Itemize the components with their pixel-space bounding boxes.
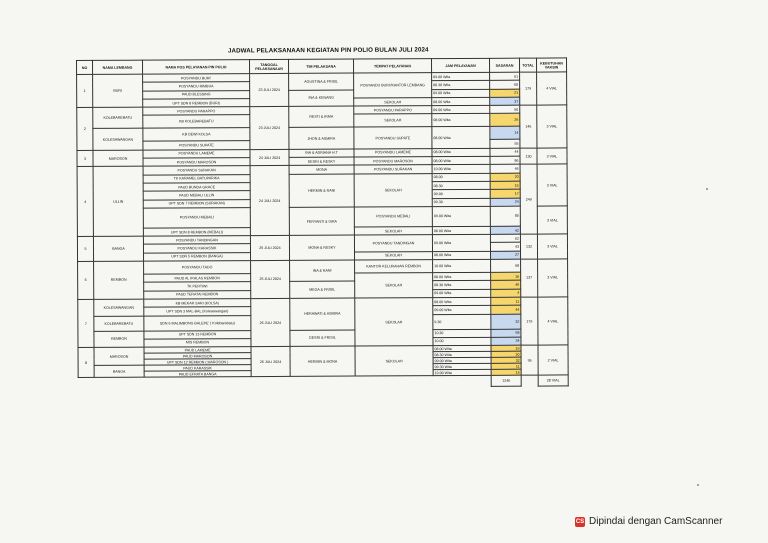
header-tanggal: TANGGAL PELAKSANAAN <box>250 59 289 73</box>
header-jam: JAM PELAYANAN <box>431 58 489 72</box>
cell-lembang: KOLESAWANGAN <box>93 129 143 151</box>
cell-jam: 08.00 Wita <box>432 156 490 165</box>
cell-pos: UPT SDN 3 MAL-BAL (Kolesawangan) <box>144 307 251 316</box>
cell-sasaran: 16 <box>491 272 521 280</box>
cell-sasaran: 27 <box>491 251 521 259</box>
cell-tempat: SEKOLAH <box>355 346 433 376</box>
cell-pos: PAUD BLESSING <box>143 90 250 99</box>
cell-tempat: POSYANDU PARAPPO <box>354 106 432 115</box>
cell-jam: 10.00 <box>433 337 491 346</box>
cell-tim: FERYANTI & ISRA <box>289 207 354 236</box>
cell-total: 249 <box>520 164 537 234</box>
cell-sasaran: 32 <box>491 314 521 329</box>
cell-no: 8 <box>78 348 94 378</box>
cell-tempat: SEKOLAH <box>354 226 432 235</box>
cell-sasaran: 14 <box>490 127 520 140</box>
cell-jam: 08.30 Wita <box>433 351 491 357</box>
cell-jam: 08.00 Wita <box>433 251 491 260</box>
cell-pos: TK PERTIWI <box>144 282 251 291</box>
cell-tempat: POSYANDU MEBALI <box>354 206 432 226</box>
cell-jam: 10.30 <box>433 329 491 338</box>
cell-tim: DESRI & FRISIL <box>290 330 355 347</box>
cell-sasaran: 34 <box>491 337 521 345</box>
cell-pos: POSYANDU SUPATE <box>143 141 250 150</box>
cell-pos: MIS REMBON <box>144 338 251 347</box>
cell-tim: MONA <box>289 165 354 174</box>
cell-tim: HERAWATI & ASMIRA <box>290 298 355 330</box>
document-title: JADWAL PELAKSANAAN KEGIATAN PIN POLIO BULAN JULI 2024 <box>227 46 429 55</box>
cell-sasaran: 11 <box>491 363 521 369</box>
cell-pos: UPT SDN 8 REMBON (MEBALI) <box>143 227 250 236</box>
cell-jam: 09.00 Wita <box>433 357 491 363</box>
cell-jam: 10.00 Wita <box>432 165 490 174</box>
table-row <box>77 206 567 229</box>
scan-speck <box>697 484 699 486</box>
cell-tempat: POSYANDU LAMEME <box>354 148 432 157</box>
cell-sasaran: 17 <box>490 189 520 197</box>
header-vaksin: KEBUTUHAN VAKSIN <box>536 58 566 72</box>
cell-jam: 08.30 Wita <box>432 81 490 90</box>
cell-vaksin: 4 VIAL <box>537 72 567 105</box>
grand-vaksin: 28 VIAL <box>538 375 568 386</box>
cell-lembang: KOLEBAREBATU <box>93 107 143 129</box>
cell-no: 5 <box>77 237 93 262</box>
cell-tanggal: 26 JULI 2024 <box>251 347 290 377</box>
cell-total: 179 <box>520 72 537 105</box>
cell-pos: PAUD MAROSON <box>144 353 251 360</box>
camscanner-watermark: Dipindai dengan CamScanner <box>589 516 723 527</box>
cell-pos: PAUD MEBALI ULLIN <box>143 191 250 200</box>
cell-jam: 09.00 Wita <box>433 289 491 298</box>
cell-sasaran: 24 <box>490 198 520 206</box>
camscanner-logo-icon: CS <box>575 519 585 525</box>
cell-tim: JHON & ASMIRA <box>289 128 354 150</box>
cell-pos: POSYANDU TANDINGAN <box>143 236 250 245</box>
scan-speck <box>706 188 708 190</box>
cell-tempat: SEKOLAH <box>354 114 432 127</box>
cell-vaksin: 3 VIAL <box>537 164 567 206</box>
cell-vaksin: 2 VIAL <box>538 345 568 375</box>
cell-pos: UPT SDN 7 REMBON (SURAKAN) <box>143 199 250 208</box>
cell-vaksin: 3 VIAL <box>537 105 567 148</box>
cell-jam: 08.00 Wita <box>433 345 491 351</box>
cell-jam: 08.00 Wita <box>432 127 490 149</box>
cell-lembang: MAROSON <box>93 150 143 167</box>
cell-jam: 10.00 Wita <box>433 369 491 375</box>
cell-tempat: SEKOLAH <box>355 273 433 298</box>
cell-sasaran: 20 <box>490 173 520 181</box>
cell-tempat: POSYANDU MAROSON <box>354 157 432 166</box>
cell-pos: POSYANDU TADO <box>144 261 251 275</box>
cell-tim: MEGA & FRISIL <box>290 281 355 298</box>
cell-sasaran: 37 <box>490 97 520 105</box>
cell-pos: UPT SDN 5 REMBON (BANGA) <box>144 252 251 261</box>
cell-sasaran: 15 <box>490 181 520 189</box>
cell-tim: DESRI & RESKY <box>289 157 354 166</box>
cell-sasaran: 14 <box>491 369 521 375</box>
cell-sasaran: 20 <box>491 351 521 357</box>
cell-lembang: MAROSON <box>94 347 144 365</box>
cell-sasaran: 86 <box>490 156 520 164</box>
cell-lembang: BURI <box>93 74 143 107</box>
cell-jam: 08.30 Wita <box>433 281 491 290</box>
cell-tanggal: 26 JULI 2024 <box>251 298 290 346</box>
cell-pos: PAUD TERATAI REMBON <box>144 290 251 299</box>
cell-pos: POSYANDU SURAKAN <box>143 166 250 175</box>
cell-sasaran: 68 <box>491 259 521 272</box>
cell-jam: 09.00 Wita <box>432 234 490 251</box>
cell-jam: 08.00 Wita <box>432 148 490 157</box>
cell-pos: POSYANDU PARAPPO <box>143 107 250 116</box>
cell-jam: 09.00 Wita <box>432 72 490 81</box>
cell-jam: 09.00 Wita <box>432 206 490 226</box>
cell-sasaran: 60 <box>490 80 520 88</box>
cell-lembang: KOLESAWANGAN <box>94 299 144 316</box>
cell-tim: HERMIN & MONA <box>290 346 355 376</box>
schedule-table <box>76 57 569 389</box>
cell-tanggal: 23 JULI 2024 <box>250 73 289 106</box>
cell-jam: 08.00 Wita <box>432 114 490 127</box>
cell-sasaran: 11 <box>491 297 521 305</box>
cell-pos: POSYANDU KARASSIK <box>143 244 250 253</box>
cell-jam: 08.00 Wita <box>432 97 490 106</box>
cell-lembang: BANGA <box>94 365 144 377</box>
cell-jam: 9.30 <box>433 314 491 329</box>
header-tempat: TEMPAT PELAYANAN <box>353 59 431 73</box>
header-no: NO <box>77 60 93 74</box>
cell-pos: POSYANDU BURI' <box>143 74 250 83</box>
total-row <box>78 375 568 389</box>
cell-lembang: REMBON <box>94 331 144 348</box>
cell-sasaran: 44 <box>491 305 521 313</box>
cell-sasaran: 26 <box>490 114 520 127</box>
cell-tim: RESTI & IRMA <box>289 106 354 128</box>
cell-lembang: REMBON <box>94 261 144 299</box>
cell-tanggal: 25 JULI 2024 <box>251 260 290 298</box>
cell-tim: INA & KENANG <box>289 90 354 107</box>
cell-total: 145 <box>520 105 537 148</box>
cell-total: 95 <box>521 345 538 375</box>
cell-tim: HERMIN & RANI <box>289 174 354 208</box>
cell-tim: INA & ADRIANA H.T <box>289 149 354 158</box>
cell-lembang: KOLEBAREBATU <box>94 316 144 331</box>
cell-jam: 08.00 <box>432 173 490 182</box>
cell-vaksin: 4 VIAL <box>538 297 568 345</box>
cell-total: 179 <box>521 297 538 345</box>
cell-total: 132 <box>520 234 537 259</box>
cell-sasaran: 42 <box>490 226 520 234</box>
cell-sasaran: 50 <box>490 105 520 113</box>
cell-pos: PAUD BUNDA GRACE <box>143 183 250 192</box>
cell-jam: 08.00 Wita <box>432 226 490 235</box>
cell-pos: PAUD EFRATA BANGA <box>144 371 251 378</box>
cell-tanggal: 24 JULI 2024 <box>250 166 289 236</box>
header-tim: TIM PELAKSANA <box>288 59 353 73</box>
cell-no: 1 <box>77 74 93 107</box>
cell-lembang: BANGA <box>93 236 143 261</box>
cell-pos: PAUD AL IKHLAS REMBON <box>144 274 251 283</box>
cell-tempat: POSYANDU TANDINGAN <box>354 235 432 252</box>
cell-tempat: SEKOLAH <box>354 173 432 207</box>
cell-vaksin: 3 VIAL <box>537 206 567 234</box>
cell-pos: POSYANDU MAROSON <box>143 158 250 167</box>
cell-total: 137 <box>521 259 538 297</box>
cell-pos: KB KOLEBAREBATU <box>143 115 250 129</box>
cell-tempat: POSYANDU BURI'/KANTOR LEMBANG <box>354 73 432 98</box>
cell-no: 6 <box>78 261 94 299</box>
cell-jam: 08.30 <box>432 181 490 190</box>
cell-tempat: SEKOLAH <box>354 98 432 107</box>
cell-tanggal: 23 JULI 2024 <box>250 107 289 150</box>
cell-tempat: KANTOR KELURAHAN REMBON <box>355 260 433 273</box>
header-total: TOTAL <box>519 58 536 72</box>
cell-sasaran: 32 <box>491 357 521 363</box>
cell-jam: 08.00 Wita <box>433 297 491 306</box>
cell-pos: KB MEKAR SARI (KOLSA) <box>144 299 251 308</box>
cell-pos: POSYANDU LAMEME <box>143 149 250 158</box>
cell-jam: 09.00 Wita <box>433 306 491 315</box>
cell-pos: TK KARAMEL BATUPARIKA <box>143 174 250 183</box>
cell-sasaran: 19 <box>491 345 521 351</box>
cell-pos: POSYANDU MEBALI <box>143 207 250 228</box>
cell-vaksin: 3 VIAL <box>538 259 568 297</box>
cell-pos: PAUD KARASSIK <box>144 365 251 372</box>
cell-jam: 09.00 <box>432 190 490 199</box>
cell-no: 4 <box>77 167 93 237</box>
cell-tempat: SEKOLAH <box>355 251 433 260</box>
cell-jam: 09.00 Wita <box>432 89 490 98</box>
cell-sasaran: 43 <box>490 243 520 251</box>
cell-jam: 09.30 <box>432 198 490 207</box>
cell-sasaran: 49 <box>491 281 521 289</box>
cell-no: 7 <box>78 299 94 347</box>
cell-tim: AGUSTINA & FRISIL <box>289 73 354 90</box>
cell-jam: 08.00 Wita <box>433 272 491 281</box>
cell-no: 3 <box>77 150 93 167</box>
cell-tanggal: 25 JULI 2024 <box>250 236 289 261</box>
cell-pos: UPT SDN 8 REMBON (BURI) <box>143 98 250 107</box>
cell-sasaran: 85 <box>490 206 520 226</box>
cell-vaksin: 3 VIAL <box>537 148 567 165</box>
cell-tempat: SEKOLAH <box>355 298 433 347</box>
cell-jam: 09.00 Wita <box>432 106 490 115</box>
cell-sasaran: 62 <box>490 234 520 242</box>
cell-sasaran: 4 <box>491 289 521 297</box>
grand-total: 1246 <box>491 375 521 386</box>
cell-sasaran: 21 <box>490 89 520 97</box>
cell-tempat: POSYANDU SURAKAN <box>354 165 432 174</box>
cell-pos: KB DEWI KOLSA <box>143 128 250 142</box>
cell-pos: UPT SDN 12 REMBON ( MAROSON ) <box>144 359 251 366</box>
cell-sasaran: 46 <box>490 165 520 173</box>
cell-sasaran: 58 <box>491 329 521 337</box>
cell-pos: UPT SDN 13 REMBON <box>144 330 251 339</box>
header-lembang: NAMA LEMBANG <box>93 60 143 74</box>
cell-pos: POSYANDU RIMBUA <box>143 82 250 91</box>
cell-total: 130 <box>520 148 537 165</box>
header-pos: NAMA POS PELAYANAN PIN POLIO <box>143 60 250 75</box>
header-sasaran: SASARAN <box>489 58 519 72</box>
cell-lembang: ULLIN <box>93 167 143 237</box>
cell-tim: INA & RANI <box>290 260 355 282</box>
cell-tempat: POSYANDU SUPATE <box>354 127 432 149</box>
cell-jam: 09.30 Wita <box>433 363 491 369</box>
cell-sasaran: 44 <box>490 148 520 156</box>
cell-no: 2 <box>77 108 93 151</box>
cell-sasaran: 55 <box>490 140 520 148</box>
cell-pos: PAUD LAMEME <box>144 347 251 354</box>
cell-tim: MONA & RESKY <box>289 235 354 260</box>
cell-pos: SDN 6 MALIMBONG BALEPE' ( Kolebarebatu) <box>144 315 251 331</box>
cell-sasaran: 61 <box>490 72 520 80</box>
cell-tanggal: 24 JULI 2024 <box>250 149 289 166</box>
cell-jam: 10.00 Wita <box>433 259 491 272</box>
cell-vaksin: 3 VIAL <box>537 234 567 259</box>
